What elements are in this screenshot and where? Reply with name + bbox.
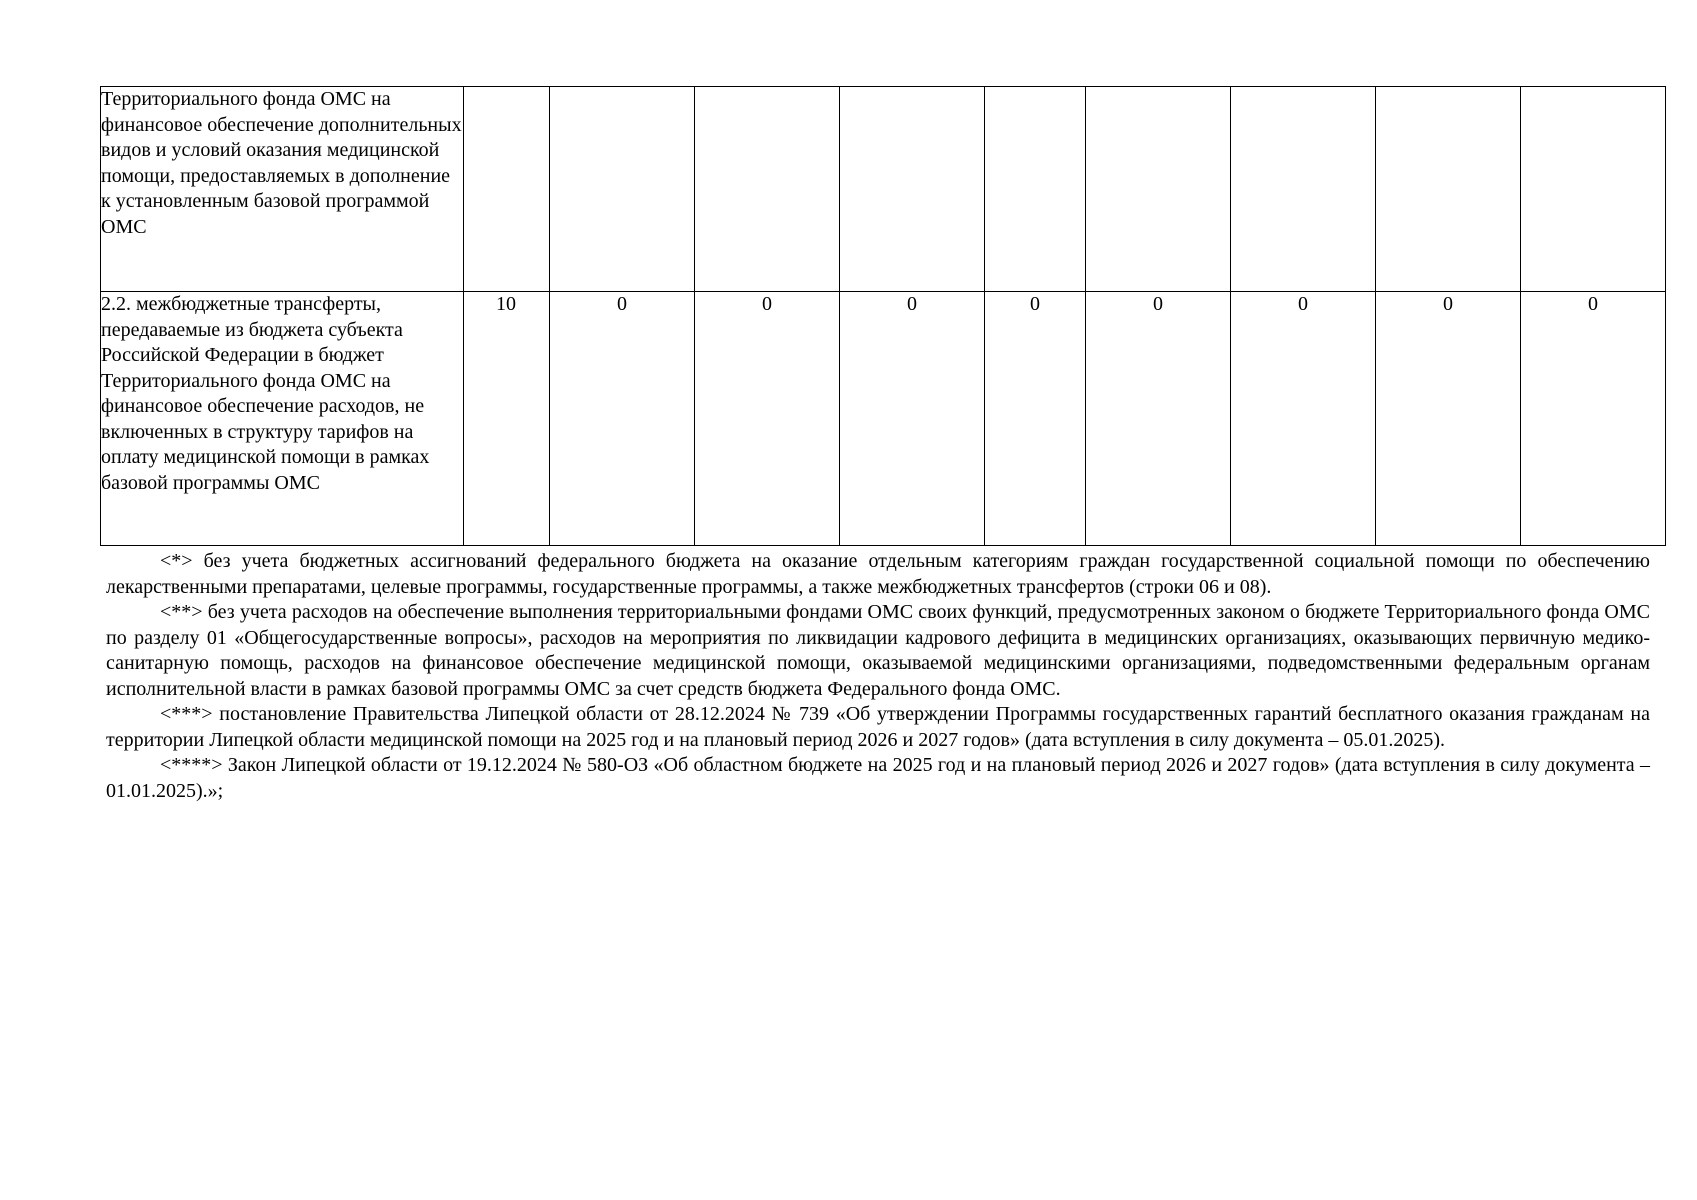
table-row <box>101 87 1666 292</box>
table-cell <box>840 87 985 292</box>
table-cell <box>1231 87 1376 292</box>
footnote-4: <****> Закон Липецкой области от 19.12.2024 № 580-ОЗ «Об областном бюджете на 2025 год и на плановый период 2026 и 2027 годов» (дата вступления в силу документа – 01.01.2025).»; <box>106 754 1650 802</box>
row-description: 2.2. межбюджетные трансферты, передаваемые из бюджета субъекта Российской Федерации в бюджет Территориального фонда ОМС на финансовое обеспечение расходов, не включенных в структуру тарифов на оплату медицинской помощи в рамках базовой программы ОМС <box>101 292 464 546</box>
table-cell: 0 <box>1086 292 1231 546</box>
table-cell <box>1521 87 1666 292</box>
table-cell <box>550 87 695 292</box>
footnote-1: <*> без учета бюджетных ассигнований федерального бюджета на оказание отдельным категориям граждан государственной социальной помощи по обеспечению лекарственными препаратами, целевые программы, государственные программы, а также межбюджетных трансфертов (строки 06 и 08). <box>106 550 1650 598</box>
table-cell: 0 <box>840 292 985 546</box>
table-cell: 0 <box>1231 292 1376 546</box>
table-cell <box>985 87 1086 292</box>
footnote-2: <**> без учета расходов на обеспечение выполнения территориальными фондами ОМС своих функций, предусмотренных законом о бюджете Территориального фонда ОМС по разделу 01 «Общегосударственные вопросы», расходов на мероприятия по ликвидации кадрового дефицита в медицинских организациях, оказывающих первичную медико-санитарную помощь, расходов на финансовое обеспечение медицинской помощи, оказываемой медицинскими организациями, подведомственными федеральным органам исполнительной власти в рамках базовой программы ОМС за счет средств бюджета Федерального фонда ОМС. <box>106 601 1650 700</box>
table-cell: 0 <box>1521 292 1666 546</box>
table-cell: 0 <box>695 292 840 546</box>
row-line-number <box>464 87 550 292</box>
footnotes <box>106 549 1650 804</box>
table-cell: 0 <box>550 292 695 546</box>
financing-table <box>100 86 1666 546</box>
table-cell: 0 <box>985 292 1086 546</box>
table-cell <box>1086 87 1231 292</box>
table-cell <box>1376 87 1521 292</box>
row-line-number: 10 <box>464 292 550 546</box>
row-description: Территориального фонда ОМС на финансовое обеспечение дополнительных видов и условий оказания медицинской помощи, предоставляемых в дополнение к установленным базовой программой ОМС <box>101 87 464 292</box>
footnote-3: <***> постановление Правительства Липецкой области от 28.12.2024 № 739 «Об утверждении Программы государственных гарантий бесплатного оказания гражданам на территории Липецкой области медицинской помощи на 2025 год и на плановый период 2026 и 2027 годов» (дата вступления в силу документа – 05.01.2025). <box>106 703 1650 751</box>
table-cell <box>695 87 840 292</box>
table-row <box>101 292 1666 546</box>
table-cell: 0 <box>1376 292 1521 546</box>
